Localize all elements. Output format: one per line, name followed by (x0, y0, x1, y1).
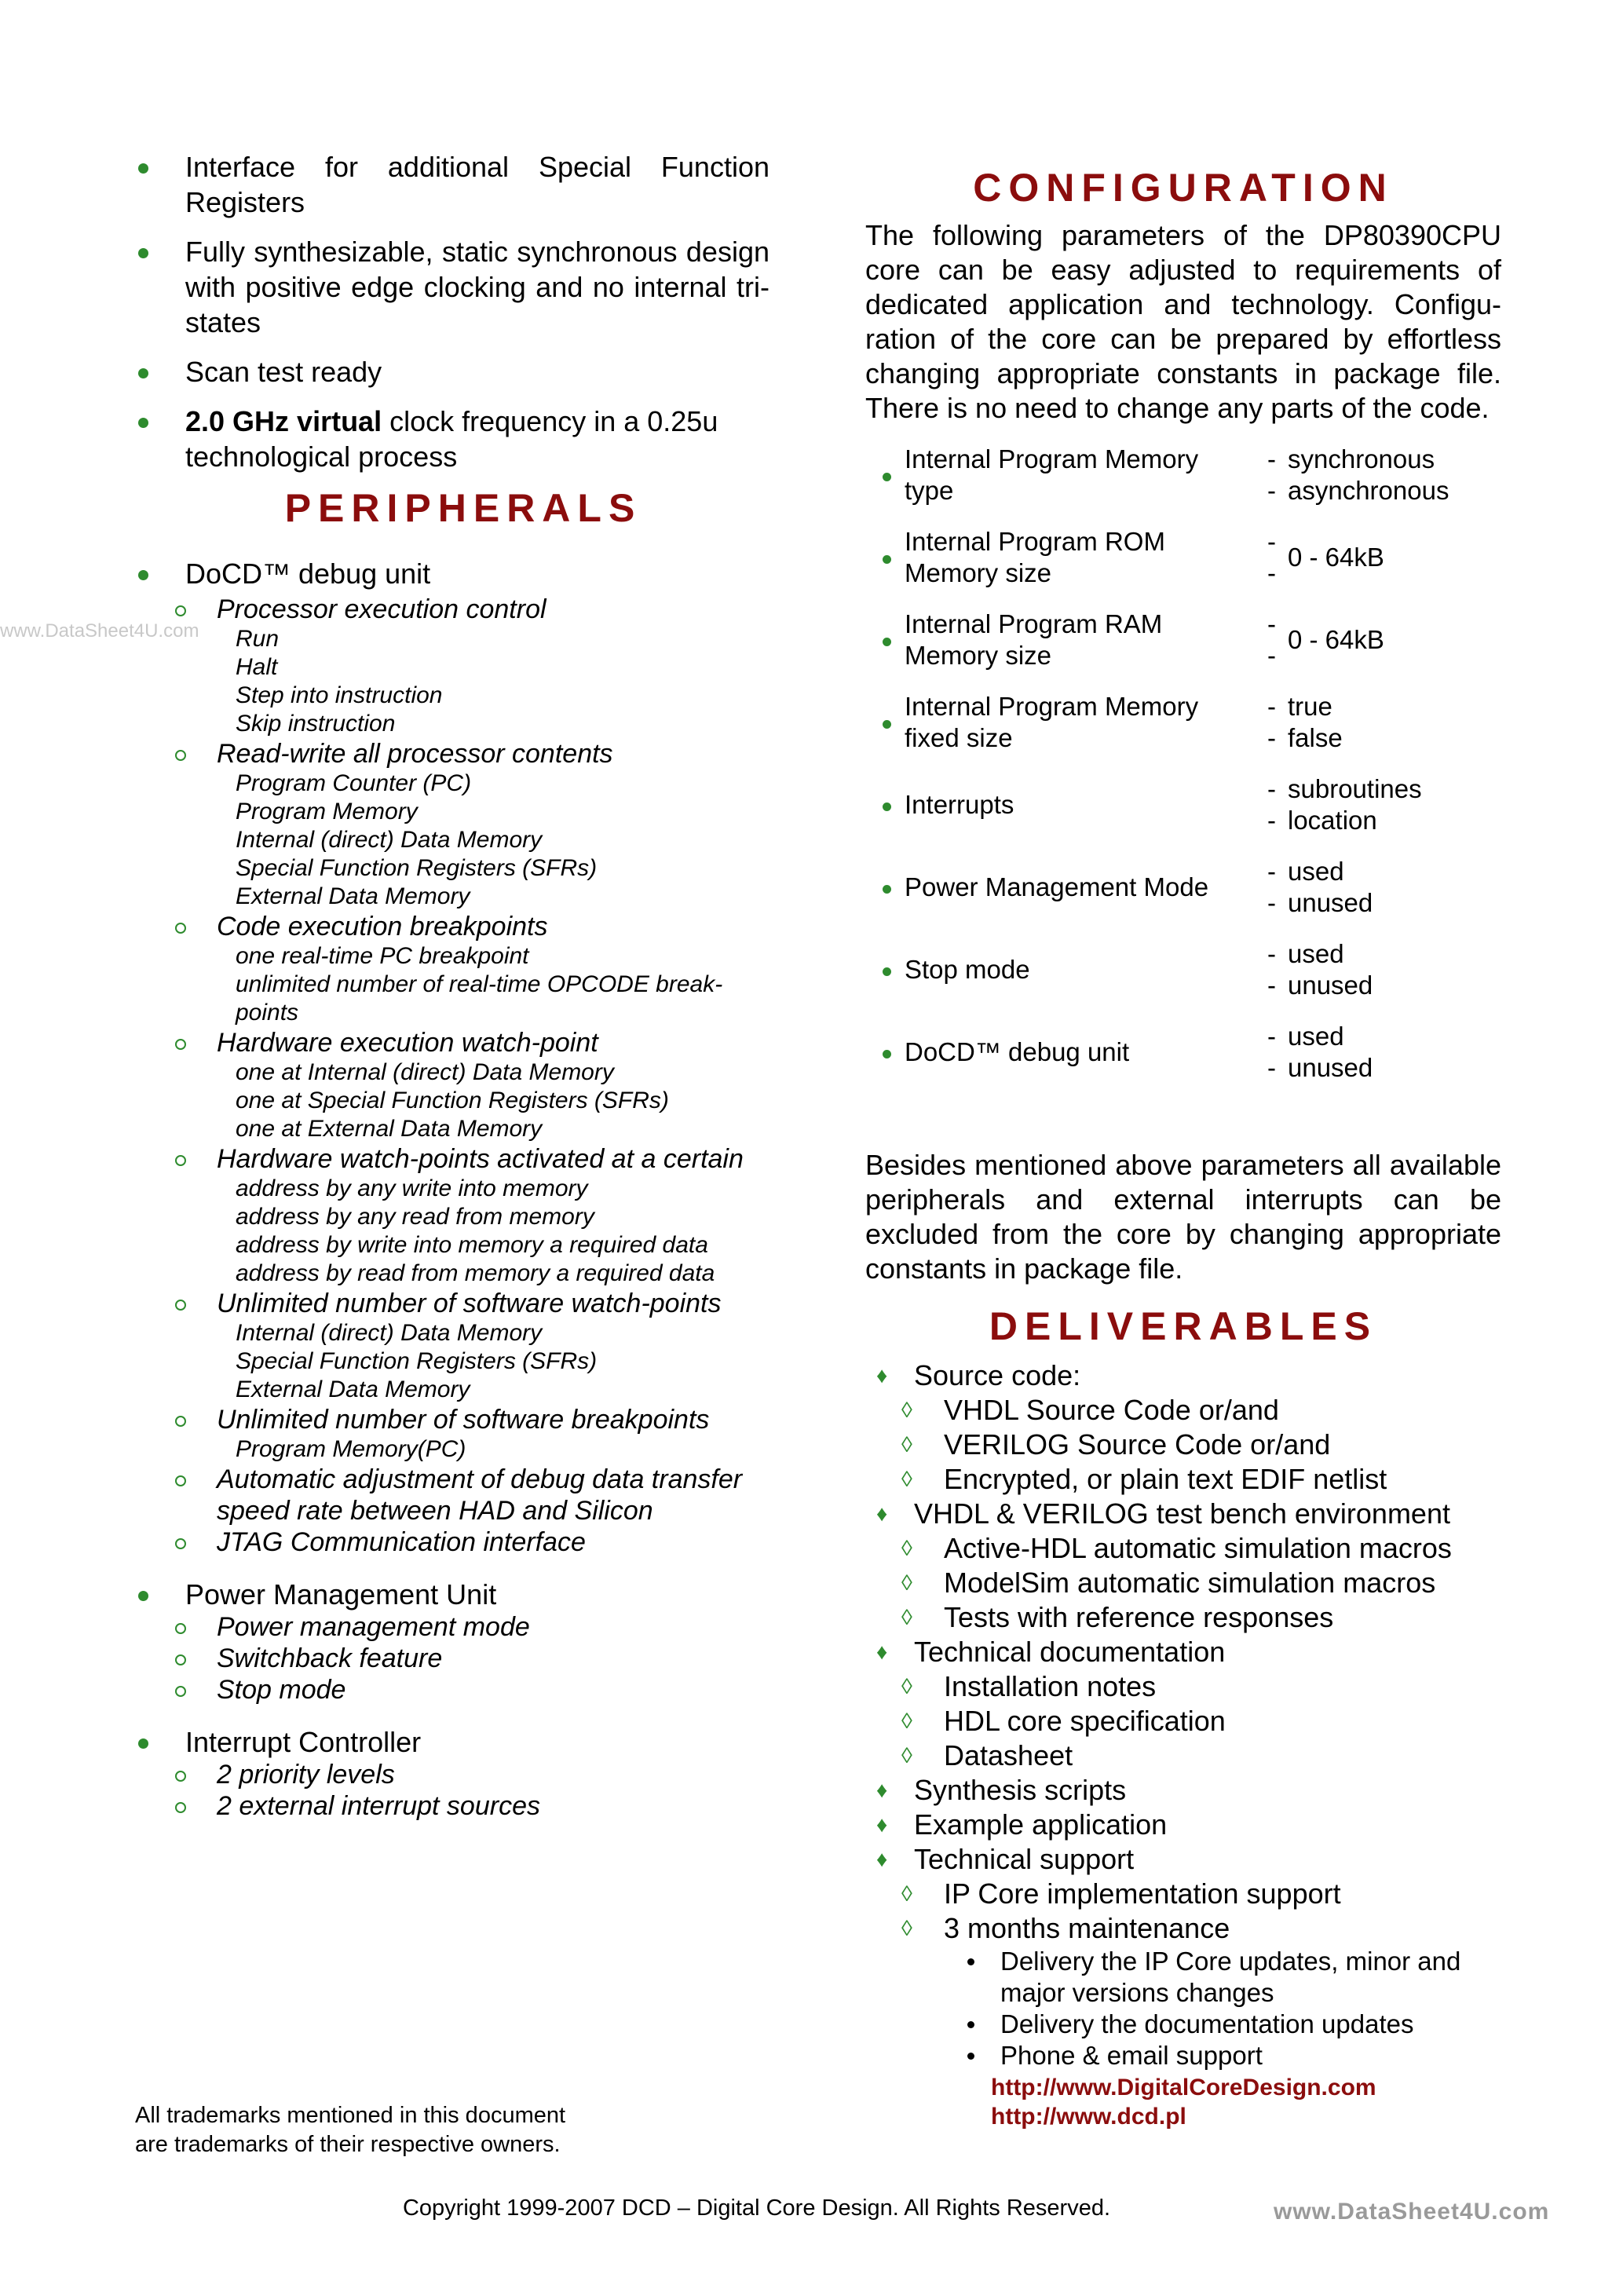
bullet-dot (138, 368, 148, 378)
deliverable-sub: ◊ Datasheet (901, 1739, 1073, 1771)
maintenance-item: Phone & email support (865, 2040, 1501, 2071)
docd-group-title: Hardware execution watch-point (133, 1027, 769, 1058)
config-values: 0 - 64kB (1288, 624, 1384, 654)
config-row (865, 936, 1501, 1018)
bullet-dot (138, 570, 148, 580)
diamond-bullet: ♦ (876, 1363, 888, 1387)
config-label: Stop mode (905, 954, 1030, 984)
config-row (865, 1018, 1501, 1101)
open-diamond-bullet: ◊ (901, 1674, 912, 1698)
bullet-dot (883, 720, 891, 729)
pmu-item: Power Management Unit (133, 1578, 769, 1611)
deliverable-sub: ◊ Installation notes (901, 1670, 1157, 1702)
config-values: synchronous asynchronous (1288, 444, 1449, 505)
circle-bullet (175, 1475, 186, 1486)
config-dash: - - (1267, 1021, 1276, 1082)
config-label: Internal Program RAM Memory size (905, 609, 1163, 670)
deliverable-docs: ♦ Technical documentation (876, 1636, 1226, 1668)
docd-subitem: Program Memory(PC) (236, 1436, 466, 1462)
intc-item: Interrupt Controller (133, 1726, 769, 1759)
deliverable-sub: ◊ Active-HDL automatic simulation macros (901, 1532, 1452, 1564)
docd-group-title: Unlimited number of software watch-points (133, 1288, 769, 1319)
docd-subitem: Special Function Registers (SFRs) (236, 1348, 598, 1374)
docd-subitem: Skip instruction (236, 711, 396, 737)
config-row (865, 606, 1501, 689)
open-diamond-bullet: ◊ (901, 1881, 912, 1906)
diamond-bullet: ♦ (876, 1640, 888, 1664)
config-row (865, 854, 1501, 936)
bullet-dot (967, 2053, 974, 2060)
config-dash: - - (1267, 609, 1276, 670)
links (865, 2073, 1501, 2131)
config-label: Internal Program Memory fixed size (905, 691, 1199, 752)
config-table (865, 441, 1501, 1101)
circle-bullet (175, 1771, 186, 1782)
circle-bullet (175, 1538, 186, 1549)
deliverable-support: ♦ Technical support (876, 1843, 1135, 1875)
docd-subitem: Halt (236, 654, 278, 680)
diamond-bullet: ♦ (876, 1812, 888, 1837)
intc-sub: 2 external interrupt sources (133, 1790, 769, 1822)
config-dash: - - (1267, 444, 1276, 505)
config-label: Power Management Mode (905, 872, 1209, 901)
bullet-dot (883, 967, 891, 976)
config-label: DoCD™ debug unit (905, 1036, 1130, 1066)
deliverable-testbench: ♦ VHDL & VERILOG test bench environment (876, 1497, 1450, 1530)
link-dcd[interactable]: http://www.dcd.pl (991, 2104, 1186, 2130)
bullet-dot (138, 1591, 148, 1601)
circle-bullet (175, 605, 186, 616)
deliverables-title: DELIVERABLES (989, 1304, 1378, 1348)
deliverable-sub: ◊ Encrypted, or plain text EDIF netlist (901, 1463, 1387, 1495)
peripherals-title: PERIPHERALS (284, 486, 642, 530)
config-values: used unused (1288, 1021, 1373, 1082)
docd-subitem: one at Special Function Registers (SFRs) (236, 1088, 669, 1113)
deliverable-example: ♦ Example application (876, 1808, 1168, 1841)
open-diamond-bullet: ◊ (901, 1432, 912, 1457)
docd-subitem: one at Internal (direct) Data Memory (236, 1059, 614, 1085)
docd-group-title: Hardware watch-points activated at a certain (133, 1143, 769, 1175)
pmu-sub: Stop mode (133, 1674, 769, 1706)
bullet-dot (138, 1738, 148, 1749)
docd-subitem: External Data Memory (236, 883, 470, 909)
config-dash: - - (1267, 691, 1276, 752)
config-row (865, 441, 1501, 524)
trademarks-note: All trademarks mentioned in this document are trademarks of their respective owners. (135, 2103, 566, 2157)
deliverable-source: ♦ Source code: (876, 1359, 1081, 1391)
config-dash: - - (1267, 938, 1276, 1000)
docd-subitem: address by write into memory a required data (236, 1232, 708, 1258)
config-outro: Besides mentioned above parameters all available peripherals and external interrupts can be excluded from the core by changing appropriate constants in package file. (865, 1149, 1501, 1285)
diamond-bullet: ♦ (876, 1778, 888, 1802)
deliverable-sub: ◊ HDL core specification (901, 1705, 1226, 1737)
docd-subitem: one at External Data Memory (236, 1116, 543, 1142)
diamond-bullet: ♦ (876, 1847, 888, 1871)
bullet-dot (883, 555, 891, 564)
docd-group-title: Code execution breakpoints (133, 911, 769, 942)
docd-group-title: Unlimited number of software breakpoints (133, 1404, 769, 1435)
circle-bullet (175, 1300, 186, 1311)
open-diamond-bullet: ◊ (901, 1709, 912, 1733)
docd-subitem: Internal (direct) Data Memory (236, 827, 543, 853)
circle-bullet (175, 1155, 186, 1166)
right-column (865, 165, 1501, 2131)
open-diamond-bullet: ◊ (901, 1467, 912, 1491)
open-diamond-bullet: ◊ (901, 1916, 912, 1940)
configuration-title: CONFIGURATION (973, 166, 1394, 210)
watermark-bottom: www.DataSheet4U.com (1274, 2199, 1550, 2225)
docd-subitem: address by any read from memory (236, 1204, 594, 1230)
bullet-dot (967, 2021, 974, 2028)
feature-clock: 2.0 GHz virtual clock frequency in a 0.25u technological process (133, 404, 769, 474)
circle-bullet (175, 1802, 186, 1813)
open-diamond-bullet: ◊ (901, 1536, 912, 1560)
config-intro: The following parameters of the DP80390CPU core can be easy adjusted to requirements of dedicated application and technology. Configu-ration of the core can be prepared by effortless changing appropriate constants in package file. There is no need to change any parts of the code. (865, 219, 1501, 424)
circle-bullet (175, 923, 186, 934)
config-dash: - - (1267, 773, 1276, 835)
docd-item: DoCD™ debug unit (133, 558, 769, 590)
link-digitalcoredesign[interactable]: http://www.DigitalCoreDesign.com (991, 2075, 1376, 2100)
config-row (865, 524, 1501, 606)
deliverable-sub: ◊ ModelSim automatic simulation macros (901, 1567, 1436, 1599)
circle-bullet (175, 1654, 186, 1665)
docd-subitem: Special Function Registers (SFRs) (236, 855, 598, 881)
deliverable-synthesis: ♦ Synthesis scripts (876, 1774, 1127, 1806)
bullet-dot (883, 638, 891, 646)
docd-group-title: JTAG Communication interface (133, 1526, 769, 1558)
bullet-dot (138, 418, 148, 428)
docd-subitem: address by any write into memory (236, 1175, 588, 1201)
deliverable-sub: ◊ VHDL Source Code or/and (901, 1394, 1279, 1426)
docd-subitem: unlimited number of real-time OPCODE break-points (236, 971, 723, 1026)
docd-group-title: Read-write all processor contents (133, 738, 769, 770)
circle-bullet (175, 750, 186, 761)
watermark-top: www.DataSheet4U.com (0, 620, 199, 642)
open-diamond-bullet: ◊ (901, 1743, 912, 1768)
docd-subitem: address by read from memory a required data (236, 1260, 715, 1286)
docd-group-title: Automatic adjustment of debug data transfer speed rate between HAD and Silicon (133, 1464, 769, 1526)
config-values: subroutines location (1288, 773, 1422, 835)
diamond-bullet: ♦ (876, 1501, 888, 1526)
left-column (133, 149, 769, 1822)
docd-subitem: Program Counter (PC) (236, 770, 472, 796)
open-diamond-bullet: ◊ (901, 1398, 912, 1422)
intc-sub: 2 priority levels (133, 1759, 769, 1790)
deliverable-sub: ◊ Tests with reference responses (901, 1601, 1334, 1633)
bullet-dot (138, 163, 148, 174)
copyright: Copyright 1999-2007 DCD – Digital Core Design. All Rights Reserved. (402, 2195, 1111, 2221)
docd-group-title: Processor execution control (133, 594, 769, 625)
pmu-sub: Power management mode (133, 1611, 769, 1643)
config-values: true false (1288, 691, 1343, 752)
docd-subitem: Run (236, 626, 280, 652)
circle-bullet (175, 1039, 186, 1050)
config-dash: - - (1267, 526, 1276, 587)
bullet-dot (883, 473, 891, 481)
circle-bullet (175, 1416, 186, 1427)
docd-subitem: Internal (direct) Data Memory (236, 1320, 543, 1346)
maintenance-item: Delivery the IP Core updates, minor and major versions changes (865, 1946, 1501, 2009)
pmu-sub: Switchback feature (133, 1643, 769, 1674)
circle-bullet (175, 1623, 186, 1634)
config-label: Internal Program Memory type (905, 444, 1199, 505)
maintenance-item: Delivery the documentation updates (865, 2009, 1501, 2040)
deliverable-sub: ◊ VERILOG Source Code or/and (901, 1428, 1331, 1461)
deliverable-sub: ◊ IP Core implementation support (901, 1877, 1341, 1910)
bullet-dot (883, 803, 891, 811)
config-label: Internal Program ROM Memory size (905, 526, 1165, 587)
config-values: used unused (1288, 856, 1373, 917)
bullet-dot (883, 885, 891, 894)
bullet-dot (883, 1050, 891, 1058)
config-row (865, 689, 1501, 771)
docd-subitem: External Data Memory (236, 1377, 470, 1402)
docd-subitem: Program Memory (236, 799, 418, 824)
feature-sfr: Interface for additional Special Function Registers (133, 149, 769, 220)
bullet-dot (138, 248, 148, 258)
open-diamond-bullet: ◊ (901, 1605, 912, 1629)
config-dash: - - (1267, 856, 1276, 917)
config-row (865, 771, 1501, 854)
bullet-dot (967, 1958, 974, 1965)
deliverables-list (865, 1358, 1501, 2071)
docd-subitem: Step into instruction (236, 682, 443, 708)
circle-bullet (175, 1686, 186, 1697)
config-values: used unused (1288, 938, 1373, 1000)
config-label: Interrupts (905, 789, 1014, 819)
open-diamond-bullet: ◊ (901, 1570, 912, 1595)
config-values: 0 - 64kB (1288, 542, 1384, 572)
docd-groups (133, 594, 769, 1558)
feature-scan: Scan test ready (133, 354, 769, 389)
deliverable-sub: ◊ 3 months maintenance (901, 1912, 1230, 1944)
docd-subitem: one real-time PC breakpoint (236, 943, 529, 969)
feature-synth: Fully synthesizable, static synchronous design with positive edge clocking and no internal tri-states (133, 234, 769, 340)
